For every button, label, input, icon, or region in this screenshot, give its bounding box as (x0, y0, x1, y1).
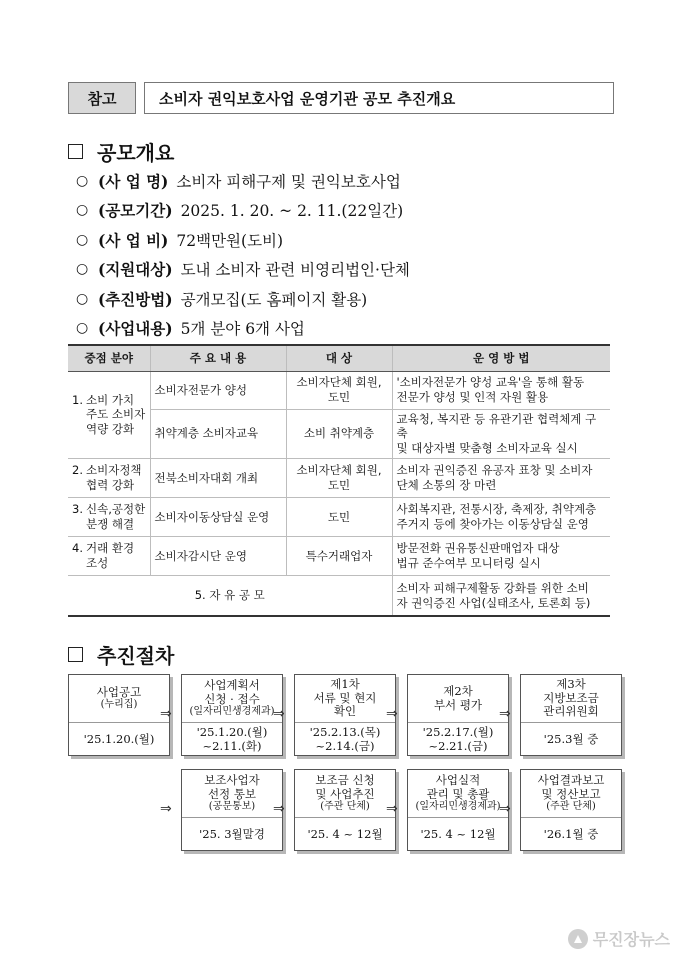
method-line: 소비자 피해구제활동 강화를 위한 소비 (396, 580, 589, 595)
step-title: 확인 (333, 704, 357, 719)
target-line: 도민 (327, 390, 351, 404)
flow-step-committee (520, 674, 622, 756)
category-line: 신속,공정한 (86, 502, 146, 517)
step-date: ~2.21.(금) (428, 738, 488, 753)
method-line: 자 권익증진 사업(실태조사, 토론회 등) (396, 595, 591, 610)
category-line: 소비 가치 (86, 392, 135, 407)
circle-bullet-icon: ○ (76, 290, 89, 307)
double-arrow-icon: ⇒ (499, 801, 511, 817)
step-date: '25. 4 ~ 12월 (420, 826, 496, 841)
item-key: (사업내용) (98, 319, 173, 339)
item-value: 도내 소비자 관련 비영리법인·단체 (180, 261, 410, 280)
step-date: '25.3월 중 (543, 731, 599, 746)
procedure-heading-text: 추진절차 (97, 644, 175, 668)
overview-list (76, 166, 410, 343)
content-cell: 전북소비자대회 개최 (150, 459, 286, 498)
step-title: 제3차 (556, 676, 586, 691)
method-line: 소비자 권익증진 유공자 표창 및 소비자 (396, 463, 593, 478)
method-cell (392, 459, 610, 498)
method-cell (392, 576, 610, 616)
target-cell (286, 459, 392, 498)
content-cell: 취약계층 소비자교육 (150, 409, 286, 459)
step-sub: (주관 단체) (320, 801, 370, 813)
category-cell (68, 537, 150, 576)
step-sub: (공문통보) (208, 801, 256, 813)
circle-bullet-icon: ○ (76, 172, 89, 189)
circle-bullet-icon: ○ (76, 261, 89, 278)
step-title: 신청 · 접수 (204, 691, 260, 706)
square-bullet-icon (68, 647, 83, 662)
double-arrow-icon: ⇒ (273, 706, 285, 722)
step-title: 사업계획서 (204, 677, 260, 692)
step-title: 보조금 신청 (315, 772, 375, 787)
content-cell: 소비자이동상담실 운영 (150, 498, 286, 537)
newspaper-logo-icon (568, 929, 588, 949)
category-number: 3. (72, 502, 83, 517)
watermark-text: 무진장뉴스 (592, 930, 670, 949)
target-cell: 특수거래업자 (286, 537, 392, 576)
target-cell (286, 371, 392, 409)
step-title: 사업실적 (435, 772, 481, 787)
target-line: 소비자단체 회원, (296, 375, 382, 390)
step-date: ~2.14.(금) (315, 738, 375, 753)
method-line: 사회복지관, 전통시장, 축제장, 취약계층 (396, 502, 597, 517)
double-arrow-icon: ⇒ (273, 801, 285, 817)
category-line: 주도 소비자 (86, 407, 146, 422)
step-date: '25. 4 ~ 12월 (307, 826, 383, 841)
category-line: 거래 환경 (86, 541, 135, 556)
flow-step-first-review (294, 674, 396, 756)
method-cell (392, 371, 610, 409)
method-line: 주거지 등에 찾아가는 이동상담실 운영 (396, 517, 589, 532)
category-number: 1. (72, 392, 83, 407)
table-row (68, 409, 610, 459)
step-title: 보조사업자 (204, 772, 260, 787)
procedure-heading (68, 640, 174, 669)
double-arrow-icon: ⇒ (160, 801, 172, 817)
step-title: 제2차 (443, 683, 473, 698)
category-cell (68, 371, 150, 459)
step-sub: (일자리민생경제과) (189, 706, 275, 718)
table-row (68, 576, 610, 616)
step-title: 지방보조금 (543, 690, 599, 705)
circle-bullet-icon: ○ (76, 320, 89, 337)
list-item (76, 196, 410, 226)
header-cell: 주 요 내 용 (150, 345, 286, 371)
method-line: 전문가 양성 및 인적 자원 활용 (396, 390, 549, 404)
table-row (68, 371, 610, 409)
step-title: 사업공고 (96, 684, 142, 699)
item-key: (사 업 비) (98, 230, 169, 250)
overview-heading-text: 공모개요 (97, 141, 175, 165)
flow-step-announcement (68, 674, 170, 756)
item-value: 2025. 1. 20. ~ 2. 11.(22일간) (180, 202, 404, 221)
step-sub: (일자리민생경제과) (415, 801, 501, 813)
item-key: (사 업 명) (98, 171, 169, 191)
method-cell (392, 409, 610, 459)
target-cell: 소비 취약계층 (286, 409, 392, 459)
step-title: 서류 및 현지 (313, 690, 377, 705)
table-row (68, 459, 610, 498)
table-row (68, 498, 610, 537)
square-bullet-icon (68, 144, 83, 159)
flow-step-application (181, 674, 283, 756)
step-date: '25.1.20.(월) (83, 731, 155, 746)
step-sub: (누리집) (100, 699, 138, 711)
flow-step-management (407, 769, 509, 851)
list-item (76, 314, 410, 344)
category-number: 2. (72, 463, 83, 478)
target-line: 도민 (327, 478, 351, 493)
watermark (568, 927, 670, 950)
list-item (76, 166, 410, 196)
item-key: (지원대상) (98, 260, 173, 280)
business-table (68, 344, 610, 617)
list-item (76, 255, 410, 285)
step-title: 관리위원회 (543, 704, 599, 719)
title-tag: 참고 (68, 82, 136, 114)
method-line: 및 대상자별 맞춤형 소비자교육 실시 (396, 441, 578, 456)
flow-step-notification (181, 769, 283, 851)
flow-step-second-review (407, 674, 509, 756)
step-title: 및 정산보고 (541, 786, 601, 801)
item-key: (공모기간) (98, 201, 173, 221)
method-line: '소비자전문가 양성 교육'을 통해 활동 (396, 375, 585, 390)
step-date: '25. 3월말경 (199, 826, 265, 841)
target-cell: 도민 (286, 498, 392, 537)
circle-bullet-icon: ○ (76, 231, 89, 248)
header-cell: 중점 분야 (68, 345, 150, 371)
step-title: 사업결과보고 (537, 772, 605, 787)
content-cell: 소비자전문가 양성 (150, 371, 286, 409)
method-line: 방문전화 권유통신판매업자 대상 (396, 541, 560, 556)
table-row (68, 537, 610, 576)
step-date: '25.1.20.(월) (196, 725, 268, 740)
category-line: 협력 강화 (86, 478, 135, 493)
step-date: '26.1월 중 (543, 826, 599, 841)
category-cell (68, 498, 150, 537)
item-value: 5개 분야 6개 사업 (180, 320, 305, 339)
category-line: 분쟁 해결 (86, 517, 135, 532)
header-cell: 대 상 (286, 345, 392, 371)
step-title: 부서 평가 (433, 697, 483, 712)
category-number: 4. (72, 541, 83, 556)
category-line: 소비자정책 (86, 463, 142, 478)
category-line: 역량 강화 (86, 422, 135, 437)
overview-heading (68, 137, 174, 166)
step-title: 및 사업추진 (315, 786, 375, 801)
double-arrow-icon: ⇒ (160, 706, 172, 722)
item-value: 공개모집(도 홈페이지 활용) (180, 290, 368, 309)
circle-bullet-icon: ○ (76, 202, 89, 219)
flow-step-execution (294, 769, 396, 851)
double-arrow-icon: ⇒ (499, 706, 511, 722)
double-arrow-icon: ⇒ (386, 801, 398, 817)
method-line: 단체 소통의 장 마련 (396, 478, 497, 493)
step-sub: (주관 단체) (546, 801, 596, 813)
step-date: ~2.11.(화) (202, 738, 262, 753)
method-line: 교육청, 복지관 등 유관기관 협력체계 구축 (396, 411, 597, 441)
method-cell (392, 537, 610, 576)
step-title: 관리 및 총괄 (426, 786, 490, 801)
free-contest-cell: 5. 자 유 공 모 (68, 576, 392, 616)
step-date: '25.2.17.(월) (422, 725, 494, 740)
content-cell: 소비자감시단 운영 (150, 537, 286, 576)
table-header-row (68, 345, 610, 371)
document-title-bar (68, 82, 614, 114)
document-title: 소비자 권익보호사업 운영기관 공모 추진개요 (144, 82, 614, 114)
category-cell (68, 459, 150, 498)
header-cell: 운 영 방 법 (392, 345, 610, 371)
category-line: 조성 (86, 556, 109, 571)
step-title: 선정 통보 (207, 786, 257, 801)
method-cell (392, 498, 610, 537)
step-date: '25.2.13.(목) (309, 725, 381, 740)
step-title: 제1차 (330, 676, 360, 691)
list-item (76, 225, 410, 255)
flow-step-settlement (520, 769, 622, 851)
double-arrow-icon: ⇒ (386, 706, 398, 722)
item-value: 72백만원(도비) (176, 231, 284, 250)
method-line: 법규 준수여부 모니터링 실시 (396, 556, 541, 571)
list-item (76, 284, 410, 314)
target-line: 소비자단체 회원, (296, 463, 382, 478)
item-key: (추진방법) (98, 289, 173, 309)
item-value: 소비자 피해구제 및 권익보호사업 (176, 172, 401, 191)
